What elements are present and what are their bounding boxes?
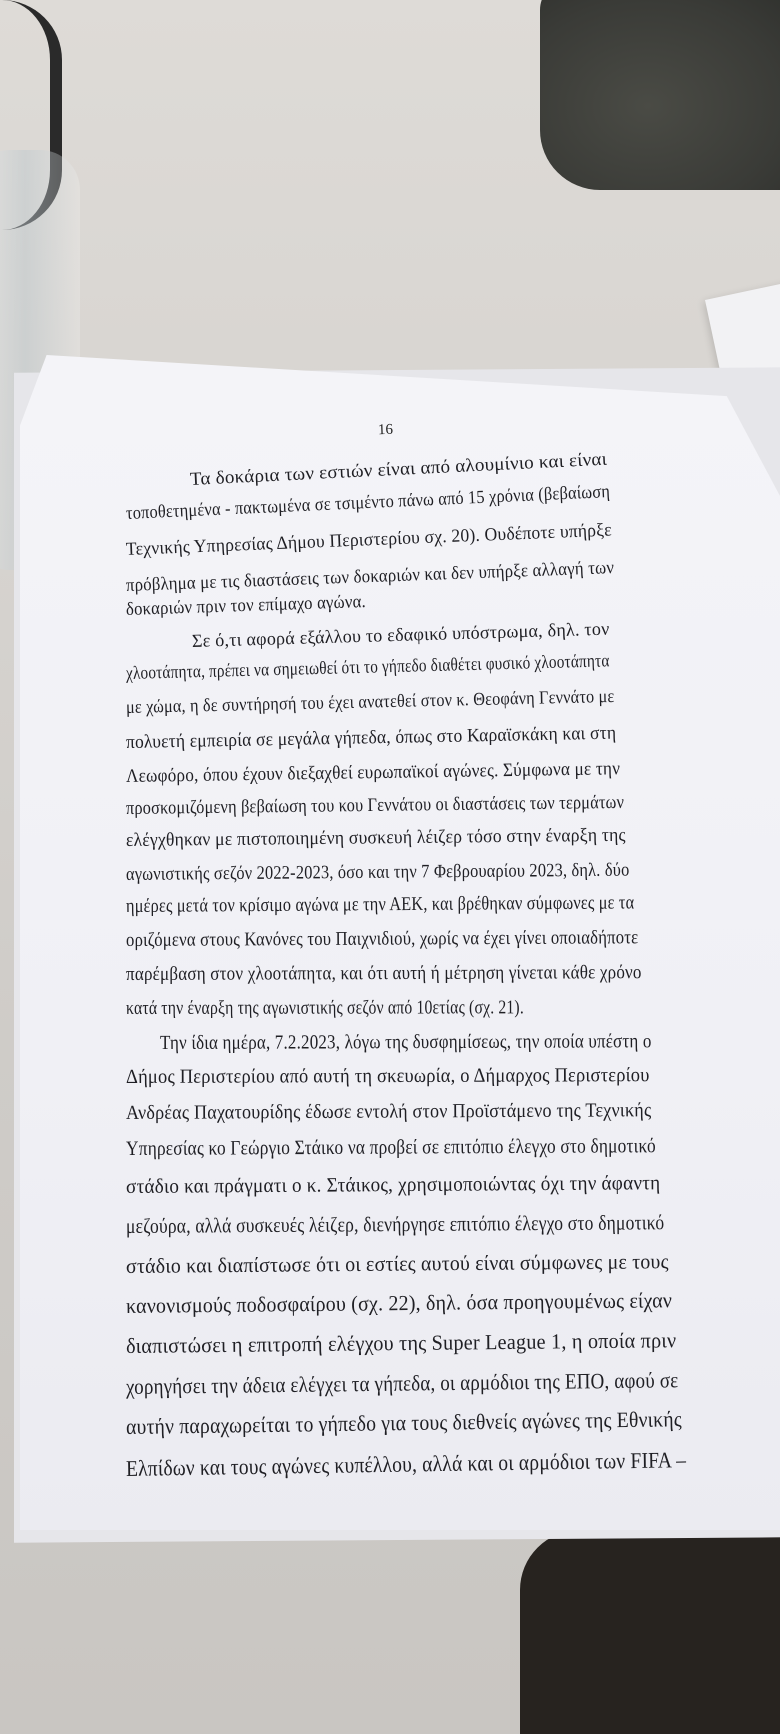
text-line: στάδιο και πράγματι ο κ. Στάικος, χρησιμοποιώντας όχι την άφαντη xyxy=(125,1172,661,1198)
text-line: Ελπίδων και τους αγώνες κυπέλλου, αλλά και οι αρμόδιοι των FIFA – xyxy=(125,1447,687,1481)
text-line: Λεωφόρο, όπου έχουν διεξαχθεί ευρωπαϊκοί αγώνες. Σύμφωνα με την xyxy=(125,758,621,787)
text-line: πρόβλημα με τις διαστάσεις των δοκαριών και δεν υπήρξε αλλαγή των xyxy=(125,558,615,596)
text-line: Υπηρεσίας κο Γεώργιο Στάικο να προβεί σε επιτόπιο έλεγχο στο δημοτικό xyxy=(125,1135,656,1160)
text-line: πολυετή εμπειρία σε μεγάλα γήπεδα, όπως στο Καραϊσκάκη και στη xyxy=(125,722,617,753)
text-line: στάδιο και διαπίστωσε ότι οι εστίες αυτού είναι σύμφωνες με τους xyxy=(125,1249,669,1278)
text-line: ημέρες μετά τον κρίσιμο αγώνα με την ΑΕΚ, και βρέθηκαν σύμφωνες με τα xyxy=(125,892,635,917)
text-line: αυτήν παραχωρείται το γήπεδο για τους διεθνείς αγώνες της Εθνικής xyxy=(125,1406,682,1439)
text-line: τοποθετημένα - πακτωμένα σε τσιμέντο πάνω από 15 χρόνια (βεβαίωση xyxy=(125,482,611,524)
text-line: δοκαριών πριν τον επίμαχο αγώνα. xyxy=(125,592,367,620)
page-number: 16 xyxy=(377,421,394,439)
text-line: μεζούρα, αλλά συσκευές λέιζερ, διενήργησε επιτόπιο έλεγχο στο δημοτικό xyxy=(125,1210,665,1238)
text-line: Σε ό,τι αφορά εξάλλου το εδαφικό υπόστρωμα, δηλ. τον xyxy=(191,619,610,652)
text-line: Τεχνικής Υπηρεσίας Δήμου Περιστερίου σχ. 20). Ουδέποτε υπήρξε xyxy=(125,520,613,560)
text-line: οριζόμενα στους Κανόνες του Παιχνιδιού, χωρίς να έχει γίνει οποιαδήποτε xyxy=(125,927,639,951)
text-line: Τα δοκάρια των εστιών είναι από αλουμίνιο και είναι xyxy=(189,449,608,490)
text-line: Ανδρέας Παχατουρίδης έδωσε εντολή στον Προϊστάμενο της Τεχνικής xyxy=(125,1099,652,1124)
text-line: παρέμβαση στον χλοοτάπητα, και ότι αυτή ή μέτρηση γίνεται κάθε χρόνο xyxy=(125,962,642,985)
text-line: χλοοτάπητα, πρέπει να σημειωθεί ότι το γήπεδο διαθέτει φυσικό χλοοτάπητα xyxy=(125,651,610,684)
text-line: Την ίδια ημέρα, 7.2.2023, λόγω της δυσφημίσεως, την οποία υπέστη ο xyxy=(159,1030,652,1054)
text-line: προσκομιζόμενη βεβαίωση του κου Γεννάτου οι διαστάσεις των τερμάτων xyxy=(125,791,625,819)
text-line: διαπιστώσει η επιτροπή ελέγχου της Super League 1, η οποία πριν xyxy=(125,1328,677,1358)
text-line: Δήμος Περιστερίου από αυτή τη σκευωρία, ο Δήμαρχος Περιστερίου xyxy=(125,1064,650,1088)
text-line: χορηγήσει την άδεια ελέγχει τα γήπεδα, οι αρμόδιοι της ΕΠΟ, αφού σε xyxy=(125,1367,679,1399)
text-line: κανονισμούς ποδοσφαίρου (σχ. 22), δηλ. όσα προηγουμένως είχαν xyxy=(125,1288,673,1318)
text-line: με χώμα, η δε συντήρησή του έχει ανατεθεί στον κ. Θεοφάνη Γεννάτο με xyxy=(125,686,615,718)
text-line: κατά την έναρξη της αγωνιστικής σεζόν από 10ετίας (σχ. 21). xyxy=(125,997,524,1019)
text-line: ελέγχθηκαν με πιστοποιημένη συσκευή λέιζερ τόσο στην έναρξη της xyxy=(125,824,626,851)
text-line: αγωνιστικής σεζόν 2022-2023, όσο και την 7 Φεβρουαρίου 2023, δηλ. δύο xyxy=(125,859,630,885)
